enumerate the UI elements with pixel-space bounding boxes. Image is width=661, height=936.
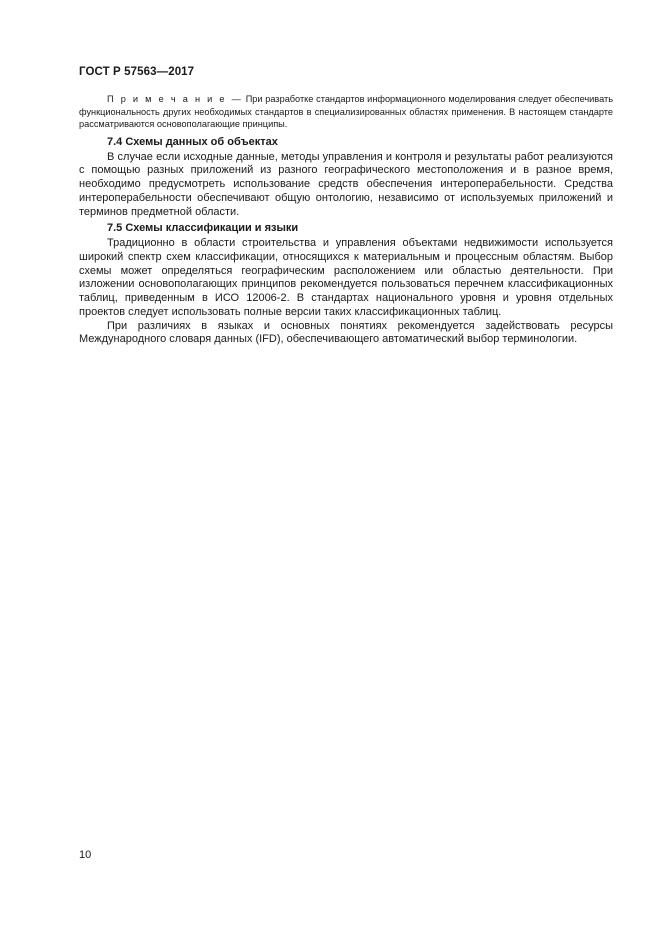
section-heading-7-5: 7.5 Схемы классификации и языки [107,222,299,235]
section-heading-7-4: 7.4 Схемы данных об объектах [107,135,278,148]
document-header: ГОСТ Р 57563—2017 [79,66,195,78]
note-text: При разработке стандартов информационного моделирования следует обеспечивать функциональность других необходимых стандартов в специализированных областях применения. В настоящем стандарте рассматриваются основополагающие принципы. [79,94,613,130]
page-number: 10 [79,849,92,861]
section-7-5-paragraph-1: Традиционно в области строительства и управления объектами недвижимости используется широкий спектр схем классификации, относящихся к материальным и процессным областям. Выбор схемы может определяться географическим расположением или областью деятельности. При изложении основополагающих принципов рекомендуется пользоваться перечнем классификационных таблиц, приведенным в ИСО 12006-2. В стандартах национального уровня и уровня отдельных проектов следует использовать полные версии таких классификационных таблиц. [79,237,613,318]
section-7-5-paragraph-2: При различиях в языках и основных понятиях рекомендуется задействовать ресурсы Международного словаря данных (IFD), обеспечивающего автоматический выбор терминологии. [79,319,613,346]
note-paragraph [79,93,613,131]
section-7-4-paragraph: В случае если исходные данные, методы управления и контроля и результаты работ реализуются с помощью разных приложений из разного географического местоположения и в разное время, необходимо предусмотреть использование средств обеспечения интероперабельности. Средства интероперабельности обеспечивают общую онтологию, независимо от используемых приложений и терминов предметной области. [79,150,613,218]
note-label: П р и м е ч а н и е — [107,94,243,104]
document-body [79,93,613,347]
